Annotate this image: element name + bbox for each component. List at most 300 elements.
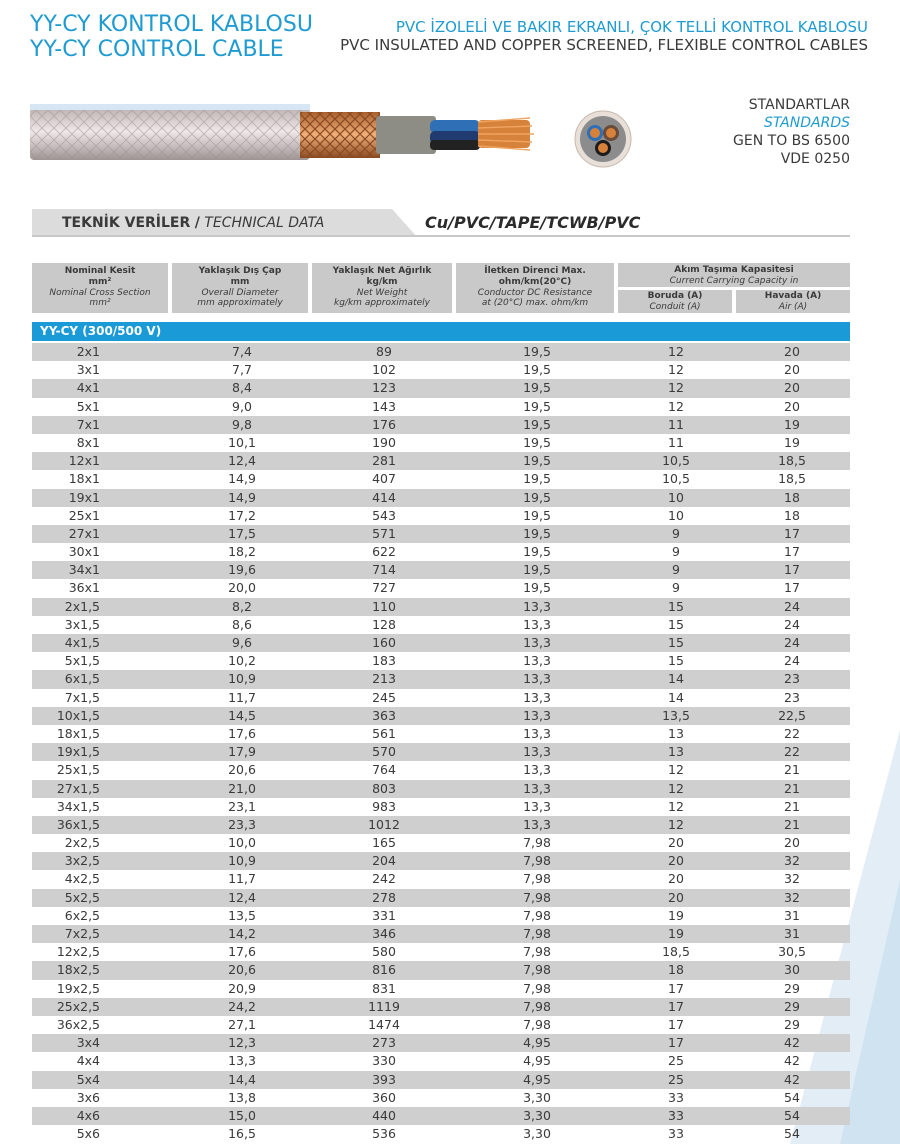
cell-air: 24: [784, 598, 800, 614]
cell-conduit: 12: [668, 816, 684, 832]
cell-air: 42: [784, 1053, 800, 1069]
cell-cross-section: 19x1,5: [56, 744, 100, 760]
cell-cross-section: 36x1,5: [56, 816, 100, 832]
cell-air: 29: [784, 1016, 800, 1032]
column-header-conduit: [618, 290, 732, 313]
cell-diameter: 20,9: [228, 980, 256, 996]
cell-air: 17: [784, 562, 800, 578]
column-header-tr: Akım Taşıma Kapasitesi: [674, 265, 794, 275]
cell-resistance: 4,95: [523, 1071, 551, 1087]
table-row: [32, 652, 850, 670]
cell-air: 18: [784, 507, 800, 523]
cell-resistance: 7,98: [523, 907, 551, 923]
cell-weight: 204: [372, 853, 396, 869]
column-header-air: [736, 290, 850, 313]
cell-air: 21: [784, 798, 800, 814]
table-row: [32, 434, 850, 452]
cell-weight: 213: [372, 671, 396, 687]
cell-diameter: 11,7: [228, 871, 256, 887]
cell-conduit: 25: [668, 1053, 684, 1069]
table-row: [32, 507, 850, 525]
cell-resistance: 19,5: [523, 453, 551, 469]
cell-weight: 176: [372, 416, 396, 432]
cell-diameter: 27,1: [228, 1016, 256, 1032]
table-row: [32, 980, 850, 998]
cell-resistance: 7,98: [523, 871, 551, 887]
cell-weight: 160: [372, 635, 396, 650]
cell-weight: 128: [372, 616, 396, 632]
cell-cross-section: 18x1,5: [56, 725, 100, 741]
cell-cross-section: 7x1,5: [64, 689, 100, 705]
cell-diameter: 14,2: [228, 926, 256, 941]
cell-cross-section: 8x1: [76, 434, 100, 450]
cell-diameter: 21,0: [228, 780, 256, 796]
cell-air: 42: [784, 1071, 800, 1087]
cell-diameter: 23,1: [228, 798, 256, 814]
cell-cross-section: 7x1: [76, 416, 100, 432]
table-row: [32, 1071, 850, 1089]
cell-diameter: 13,3: [228, 1053, 256, 1069]
cell-air: 23: [784, 689, 800, 705]
column-header-unit-en: mm approximately: [197, 298, 283, 308]
table-row: [32, 907, 850, 925]
table-row: [32, 834, 850, 852]
cell-weight: 393: [372, 1071, 396, 1087]
table-row: [32, 761, 850, 779]
table-row: [32, 1089, 850, 1107]
cell-conduit: 12: [668, 380, 684, 396]
cell-cross-section: 25x2,5: [56, 998, 100, 1014]
technical-data-separator: /: [194, 215, 200, 231]
table-row: [32, 816, 850, 834]
cell-diameter: 14,5: [228, 707, 256, 723]
cell-cross-section: 7x2,5: [64, 926, 100, 941]
cell-diameter: 7,7: [232, 362, 252, 378]
cell-conduit: 20: [668, 853, 684, 869]
cell-conduit: 9: [672, 544, 680, 560]
cell-resistance: 13,3: [523, 635, 551, 650]
cell-diameter: 9,0: [232, 398, 252, 414]
cell-conduit: 14: [668, 689, 684, 705]
table-row: [32, 343, 850, 361]
cell-weight: 102: [372, 362, 396, 378]
cell-conduit: 17: [668, 1035, 684, 1051]
cell-diameter: 10,9: [228, 671, 256, 687]
cell-cross-section: 34x1,5: [56, 798, 100, 814]
cell-air: 22: [784, 744, 800, 760]
cell-weight: 242: [372, 871, 396, 887]
cell-diameter: 16,5: [228, 1126, 256, 1142]
cell-cross-section: 3x1,5: [64, 616, 100, 632]
cell-air: 20: [784, 380, 800, 396]
cell-conduit: 17: [668, 998, 684, 1014]
table-row: [32, 798, 850, 816]
cell-conduit: 12: [668, 798, 684, 814]
cell-diameter: 7,4: [232, 344, 252, 359]
cell-weight: 1119: [368, 998, 400, 1014]
cell-resistance: 13,3: [523, 725, 551, 741]
cell-resistance: 13,3: [523, 744, 551, 760]
cell-weight: 281: [372, 453, 396, 469]
cell-air: 24: [784, 635, 800, 650]
table-row: [32, 543, 850, 561]
cell-resistance: 7,98: [523, 980, 551, 996]
column-header-diameter: [172, 263, 308, 313]
cell-resistance: 19,5: [523, 489, 551, 505]
cell-cross-section: 4x2,5: [64, 871, 100, 887]
table-row: [32, 1034, 850, 1052]
cell-diameter: 12,3: [228, 1035, 256, 1051]
cell-resistance: 13,3: [523, 798, 551, 814]
cell-diameter: 14,9: [228, 471, 256, 487]
table-row: [32, 525, 850, 543]
standards-label-en: STANDARDS: [764, 115, 850, 131]
cell-cross-section: 5x1: [76, 398, 100, 414]
cell-conduit: 33: [668, 1089, 684, 1105]
cell-weight: 89: [376, 344, 392, 359]
cell-weight: 561: [372, 725, 396, 741]
table-row: [32, 398, 850, 416]
cell-cross-section: 34x1: [68, 562, 100, 578]
cell-air: 17: [784, 580, 800, 596]
cell-air: 24: [784, 653, 800, 669]
cell-conduit: 13: [668, 725, 684, 741]
cell-conduit: 11: [668, 416, 684, 432]
cell-cross-section: 25x1: [68, 507, 100, 523]
cell-conduit: 13: [668, 744, 684, 760]
standard-item: GEN TO BS 6500: [733, 133, 850, 149]
cell-weight: 414: [372, 489, 396, 505]
cell-cross-section: 12x1: [68, 453, 100, 469]
table-row: [32, 561, 850, 579]
cell-diameter: 8,6: [232, 616, 252, 632]
table-row: [32, 870, 850, 888]
table-row: [32, 743, 850, 761]
cell-resistance: 13,3: [523, 780, 551, 796]
table-row: [32, 1052, 850, 1070]
cell-air: 18: [784, 489, 800, 505]
cell-diameter: 13,8: [228, 1089, 256, 1105]
cell-cross-section: 2x1: [76, 344, 100, 359]
cell-conduit: 17: [668, 1016, 684, 1032]
cell-resistance: 7,98: [523, 889, 551, 905]
cell-conduit: 18,5: [662, 944, 690, 960]
cell-cross-section: 3x2,5: [64, 853, 100, 869]
cell-weight: 363: [372, 707, 396, 723]
column-header-en: Current Carrying Capacity in: [669, 276, 799, 286]
cell-resistance: 13,3: [523, 689, 551, 705]
cell-conduit: 11: [668, 434, 684, 450]
table-row: [32, 1107, 850, 1125]
cell-cross-section: 36x2,5: [56, 1016, 100, 1032]
cell-diameter: 20,6: [228, 962, 256, 978]
title-english: YY-CY CONTROL CABLE: [30, 37, 284, 62]
cell-cross-section: 18x1: [68, 471, 100, 487]
cell-resistance: 19,5: [523, 471, 551, 487]
cell-diameter: 19,6: [228, 562, 256, 578]
cell-air: 54: [784, 1107, 800, 1123]
cell-air: 21: [784, 780, 800, 796]
cell-resistance: 19,5: [523, 362, 551, 378]
cell-air: 32: [784, 853, 800, 869]
table-row: [32, 852, 850, 870]
technical-data-label-en: TECHNICAL DATA: [204, 215, 325, 231]
cell-diameter: 10,9: [228, 853, 256, 869]
cell-air: 19: [784, 416, 800, 432]
cell-resistance: 4,95: [523, 1053, 551, 1069]
technical-data-label-tr: TEKNİK VERİLER: [62, 215, 191, 231]
column-header-weight: [312, 263, 452, 313]
cell-conduit: 19: [668, 926, 684, 941]
page-subtitle: [340, 18, 868, 54]
cell-cross-section: 3x1: [76, 362, 100, 378]
cell-weight: 190: [372, 434, 396, 450]
table-row: [32, 943, 850, 961]
cell-air: 30: [784, 962, 800, 978]
column-header-unit: mm: [230, 277, 250, 287]
cell-diameter: 9,6: [232, 635, 252, 650]
cell-resistance: 7,98: [523, 926, 551, 941]
cell-weight: 571: [372, 525, 396, 541]
cell-air: 31: [784, 907, 800, 923]
cell-air: 18,5: [778, 453, 806, 469]
cell-diameter: 20,0: [228, 580, 256, 596]
cable-construction-code: Cu/PVC/TAPE/TCWB/PVC: [425, 213, 641, 232]
cell-air: 23: [784, 671, 800, 687]
column-header-unit: mm²: [88, 277, 112, 287]
table-row: [32, 925, 850, 943]
cell-conduit: 19: [668, 907, 684, 923]
cell-diameter: 10,1: [228, 434, 256, 450]
cell-air: 29: [784, 980, 800, 996]
column-header-en: Net Weight: [356, 288, 408, 298]
cell-weight: 110: [372, 598, 396, 614]
cell-conduit: 15: [668, 653, 684, 669]
cell-diameter: 12,4: [228, 453, 256, 469]
table-row: [32, 616, 850, 634]
cell-cross-section: 19x1: [68, 489, 100, 505]
cell-conduit: 13,5: [662, 707, 690, 723]
cell-cross-section: 19x2,5: [56, 980, 100, 996]
cell-resistance: 7,98: [523, 835, 551, 851]
cell-weight: 816: [372, 962, 396, 978]
table-row: [32, 579, 850, 597]
standard-item: VDE 0250: [780, 151, 850, 167]
cell-diameter: 14,9: [228, 489, 256, 505]
column-header-tr: Boruda (A): [647, 291, 703, 301]
column-header-en: Air (A): [778, 302, 808, 312]
cell-conduit: 9: [672, 580, 680, 596]
cell-conduit: 12: [668, 762, 684, 778]
cell-cross-section: 12x2,5: [56, 944, 100, 960]
section-header: YY-CY (300/500 V): [32, 322, 850, 341]
table-row: [32, 634, 850, 652]
cell-weight: 123: [372, 380, 396, 396]
cell-resistance: 19,5: [523, 562, 551, 578]
column-header-tr: Yaklaşık Net Ağırlık: [332, 266, 432, 276]
cell-resistance: 3,30: [523, 1126, 551, 1142]
column-header-capacity: [618, 263, 850, 287]
cell-conduit: 9: [672, 525, 680, 541]
cell-cross-section: 5x1,5: [64, 653, 100, 669]
table-row: [32, 470, 850, 488]
cell-cross-section: 5x6: [76, 1126, 100, 1142]
cell-weight: 143: [372, 398, 396, 414]
column-header-en: Overall Diameter: [201, 288, 279, 298]
cell-weight: 622: [372, 544, 396, 560]
column-header-unit-en: mm²: [89, 298, 111, 308]
cell-air: 17: [784, 544, 800, 560]
cell-air: 30,5: [778, 944, 806, 960]
cell-resistance: 19,5: [523, 344, 551, 359]
cell-diameter: 13,5: [228, 907, 256, 923]
cell-resistance: 19,5: [523, 416, 551, 432]
cell-air: 22: [784, 725, 800, 741]
cell-resistance: 19,5: [523, 380, 551, 396]
table-row: [32, 889, 850, 907]
column-header-tr: İletken Direnci Max.: [484, 266, 586, 276]
cell-conduit: 20: [668, 835, 684, 851]
cell-cross-section: 6x2,5: [64, 907, 100, 923]
cell-cross-section: 3x6: [76, 1089, 100, 1105]
cell-weight: 543: [372, 507, 396, 523]
cell-cross-section: 27x1,5: [56, 780, 100, 796]
standards-block: [733, 96, 850, 168]
column-header-unit: kg/km: [366, 277, 398, 287]
cell-air: 21: [784, 762, 800, 778]
page-title: [30, 12, 313, 62]
cell-cross-section: 36x1: [68, 580, 100, 596]
cell-resistance: 4,95: [523, 1035, 551, 1051]
cell-conduit: 9: [672, 562, 680, 578]
cell-resistance: 13,3: [523, 598, 551, 614]
cell-air: 20: [784, 398, 800, 414]
table-row: [32, 598, 850, 616]
cell-air: 42: [784, 1035, 800, 1051]
cell-diameter: 12,4: [228, 889, 256, 905]
cell-weight: 183: [372, 653, 396, 669]
cell-resistance: 19,5: [523, 544, 551, 560]
cell-cross-section: 27x1: [68, 525, 100, 541]
cell-cross-section: 2x1,5: [64, 598, 100, 614]
title-turkish: YY-CY KONTROL KABLOSU: [30, 12, 313, 37]
cell-conduit: 12: [668, 780, 684, 796]
cell-conduit: 25: [668, 1071, 684, 1087]
cell-diameter: 8,4: [232, 380, 252, 396]
standards-label-tr: STANDARTLAR: [748, 97, 850, 113]
cell-weight: 764: [372, 762, 396, 778]
cell-diameter: 15,0: [228, 1107, 256, 1123]
cell-air: 17: [784, 525, 800, 541]
cell-cross-section: 10x1,5: [56, 707, 100, 723]
divider: [32, 235, 850, 237]
cell-weight: 440: [372, 1107, 396, 1123]
cell-weight: 245: [372, 689, 396, 705]
table-row: [32, 707, 850, 725]
column-header-en: Conduit (A): [649, 302, 701, 312]
cell-cross-section: 30x1: [68, 544, 100, 560]
cell-air: 19: [784, 434, 800, 450]
cell-weight: 360: [372, 1089, 396, 1105]
cell-diameter: 10,0: [228, 835, 256, 851]
subtitle-english: PVC INSULATED AND COPPER SCREENED, FLEXIBLE CONTROL CABLES: [340, 36, 868, 54]
cell-weight: 273: [372, 1035, 396, 1051]
cell-air: 21: [784, 816, 800, 832]
cell-cross-section: 4x1: [76, 380, 100, 396]
table-row: [32, 689, 850, 707]
cell-weight: 407: [372, 471, 396, 487]
cell-resistance: 7,98: [523, 962, 551, 978]
table-row: [32, 416, 850, 434]
cell-resistance: 7,98: [523, 998, 551, 1014]
cell-air: 22,5: [778, 707, 806, 723]
cell-resistance: 13,3: [523, 653, 551, 669]
cell-air: 20: [784, 835, 800, 851]
cell-conduit: 33: [668, 1107, 684, 1123]
data-table: [32, 343, 850, 1143]
cell-weight: 1012: [368, 816, 400, 832]
cell-cross-section: 4x1,5: [64, 635, 100, 650]
cell-conduit: 15: [668, 598, 684, 614]
cell-weight: 714: [372, 562, 396, 578]
column-header-resistance: [456, 263, 614, 313]
cell-weight: 536: [372, 1126, 396, 1142]
cell-cross-section: 4x6: [76, 1107, 100, 1123]
column-header-en: Nominal Cross Section: [49, 288, 151, 298]
cell-resistance: 3,30: [523, 1089, 551, 1105]
table-row: [32, 961, 850, 979]
column-header-tr: Havada (A): [764, 291, 822, 301]
cell-weight: 983: [372, 798, 396, 814]
cell-diameter: 23,3: [228, 816, 256, 832]
cell-conduit: 12: [668, 344, 684, 359]
cell-conduit: 10,5: [662, 453, 690, 469]
cell-conduit: 15: [668, 635, 684, 650]
column-header-tr: Nominal Kesit: [64, 266, 136, 276]
cell-resistance: 7,98: [523, 944, 551, 960]
cell-diameter: 9,8: [232, 416, 252, 432]
cell-air: 24: [784, 616, 800, 632]
technical-data-bar: [32, 209, 850, 237]
subtitle-turkish: PVC İZOLELİ VE BAKIR EKRANLI, ÇOK TELLİ KONTROL KABLOSU: [395, 18, 868, 36]
table-row: [32, 361, 850, 379]
technical-data-label: [62, 215, 324, 231]
cell-conduit: 14: [668, 671, 684, 687]
cell-weight: 346: [372, 926, 396, 941]
cell-cross-section: 4x4: [76, 1053, 100, 1069]
column-header-tr: Yaklaşık Dış Çap: [198, 266, 282, 276]
cell-conduit: 12: [668, 362, 684, 378]
cell-resistance: 3,30: [523, 1107, 551, 1123]
cell-conduit: 20: [668, 889, 684, 905]
cell-air: 32: [784, 871, 800, 887]
table-row: [32, 670, 850, 688]
cell-diameter: 8,2: [232, 598, 252, 614]
column-header-unit-en: kg/km approximately: [334, 298, 430, 308]
cell-cross-section: 2x2,5: [64, 835, 100, 851]
column-header-unit-en: at (20°C) max. ohm/km: [481, 298, 589, 308]
cell-resistance: 19,5: [523, 434, 551, 450]
cell-resistance: 19,5: [523, 580, 551, 596]
table-row: [32, 998, 850, 1016]
cell-air: 20: [784, 344, 800, 359]
cell-weight: 570: [372, 744, 396, 760]
table-row: [32, 489, 850, 507]
cell-weight: 331: [372, 907, 396, 923]
cell-resistance: 19,5: [523, 398, 551, 414]
cell-diameter: 17,6: [228, 944, 256, 960]
cell-air: 54: [784, 1126, 800, 1142]
